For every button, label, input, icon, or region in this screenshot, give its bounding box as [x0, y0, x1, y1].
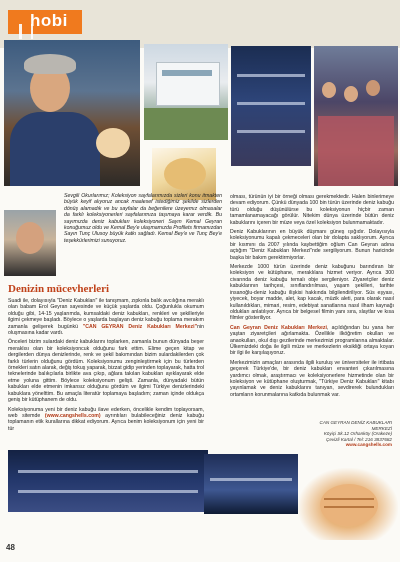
address-line: Köyiçi Sk.12 Orhanköy (Orakeze)	[323, 431, 392, 437]
center-name: "CAN GEYRAN Deniz Kabukları Merkezi"	[82, 323, 198, 330]
exhibit-cases-photo	[8, 450, 208, 512]
article-heading: Denizin mücevherleri	[8, 283, 110, 295]
section-tab	[8, 10, 82, 34]
page-number: 48	[6, 543, 15, 552]
paragraph-text: Suadi ile, dolayısıyla "Deniz Kabukları" ile tanışmam, zıpkınla balık avcılığına meraklı olan babam Erol Geyran sayesinde ve küçük yaşlarda oldu. Çoğunlukla okumum olduğu gibi, 14-15 yaşlarımda, kumsaldaki deniz kabukları, renkleri ve şekilleriyle ilgimi çekmeye başladı. Böylece o yaşlarda başlayan deniz kabuğu toplama merakım zamanla gelişerek bugünkü	[8, 298, 204, 330]
left-column	[8, 298, 204, 435]
paragraph: Önceleri bizim sulardaki deniz kabuklarını toplarken, zamanla bunun dünyada beşer meraklısı olan bir koleksiyoncuk olduğunu fark ettim. Elime geçen kitap ve dergilerden dünya denizlerinde, renk ve şekil bakımından bizim sulardakilerden çok farklı türlerin olduğunu gördüm. Koleksiyonumu zenginleştirmek için bu türlerden örnekleri satın alarak, değiş tokuş yaparak, bizzat gidip yerinden toplayarak, hatta trol teknelerinde balıkçılarla birlikte ava çıkıp, ağlara takılan kabukları ayıklayarak elde etme yoluna gittim. Böylece koleksiyonum gelişti. Zamanla, dünyadaki bütün kabukları elde etmenin imkansız olduğunu gördüm ve ilgimi Türkiye denizlerindeki kabuklara yönelttim. Bu amaçla literatür toplamaya başladım; zaman içinde oldukça geniş bir kütüphanem de oldu.	[8, 339, 204, 404]
paragraph-text: Koleksiyonuma yeni bir deniz kabuğu ilave ederken, öncelikle kendim toplayorsam, web sitemde	[8, 406, 204, 419]
paragraph	[8, 407, 204, 433]
paragraph-text: ayrıntıları bulabileceğiniz deniz kabuğu toplamanın etik kurallarına dikkat ediyorum. Ayrıca benim koleksiyonum için yeni bir tür	[8, 412, 204, 432]
section-label: hobi	[30, 11, 68, 30]
large-seashell-photo	[298, 468, 398, 540]
museum-display-photo	[231, 46, 311, 166]
intro-paragraph	[64, 193, 222, 247]
website-link[interactable]: (www.cangshells.com)	[44, 412, 101, 419]
paragraph-text: nin oluşmasına kadar vardı.	[8, 323, 204, 337]
address-line: Çevizli Kartal / Tel: 216 3837682	[326, 436, 392, 442]
paragraph	[8, 298, 204, 336]
paragraph-text: , açıldığından bu yana her yaştan ziyaretçileri ağırlamakta. Özellikle ilköğretim okulları ve anaokulları, okul dışı gezilerinde merkezimizi programlarına almaktalar. Ülkemizdeki doğa ile ilgili müze ve merkezlerin eksikliği ortaya koyan bir ilgi ile karşılaşıyoruz.	[230, 324, 394, 357]
collector-portrait-photo	[4, 40, 140, 186]
paragraph	[230, 325, 394, 357]
building-exterior-photo	[144, 44, 228, 140]
center-name: Can Geyran Deniz Kabukları Merkezi	[230, 324, 327, 331]
paragraph: Merkezimizin amaçları arasında ilgili kuruluş ve üniversiteler ile irtibata geçerek Türkiye'de, bir deniz kabukları envanteri çıkarılmasına yardımcı olmak, araştırmacı ve koleksiyonerlere hizmetinde olan bir koleksiyon ve kütüphane oluşturmak, "Türkiye Deniz Kabukları" kitabı yayınlamak ve deniz kabuklarını tanıyan, sevdirerek bulundukları ortamların korunmalarına katkıda bulunmak var.	[230, 359, 394, 398]
address-line: CAN GEYRAN DENİZ KABUKLARI MERKEZİ	[319, 420, 392, 431]
paragraph: Merkezde 1000 türün üzerinde deniz kabuğunu barındıran bir koleksiyon ve kütüphane, meraklılara hizmet veriyor. Ayrıca 300 civarında deniz kabuğu temalı obje sergileniyor. Ziyaretçiler deniz kabuklarının tarihçesi, sınıflandırılması, yaşam şekilleri, tarihte insanoğlu-deniz kabuğu ilişkisi hakkında bilgilendiriliyor. Süs eşyası, yiyecek, boyar madde, alet, kap kacak, müzik aleti, para olarak nasıl kullanıldıkları, mimari, resim, edebiyat sanatlarına nasıl ilham kaynağı oldukları anlatılıyor. Ayrıca bir belgesel filmin yanı sıra, slaytlar ve kısa filmler gösteriliyor.	[230, 264, 394, 322]
paragraph: olması, türünün iyi bir örneği olması gerekmektedir. Halen binlerimeye devam ediyorum. Çünkü dünyada 100 bin türün üzerinde deniz kabuğu türü olduğu düşünülürse bu koleksiyonun hiçbir zaman tamamlanamayacağı görülür. Nitekim dünya üzerinde bütün deniz kabuklarını içeren bir müze veya özel koleksiyon bulunmamaktadır.	[230, 194, 394, 226]
visitors-photo	[314, 46, 398, 186]
author-photo	[4, 210, 56, 276]
intro-text: Sevgili Okurlarımız; Koleksiyon sayfalarımızda sizleri konu itmakten büyük keyif alıyoruz ancak maalesef istediğimiz şekilde sizlerden dönüş alamadık ve bu sayfalar da beğenilere üzeyemız olmasalar da farklı koleksiyonerleri sayfalarımıza taşımaya karar verdik. Bu sayımızda deniz kabukları koleksiyoneri Sayın Kemal Geyran konuğumuz oldu ve Kemal Bey'e ulaşmamızda Profilets firmamızdan Sayın Tunç Ulusoy büyük katkı sağladı. Kemal Bey'e ve Tunç Bey'e teşekkürlerimizi sunuyoruz.	[64, 193, 222, 244]
exhibit-hall-photo	[204, 454, 298, 514]
paragraph: Deniz Kabuklarının en büyük düşmanı güneş ışığıdır. Dolayısıyla koleksiyonumu kapalı çekmeceleri olan bir dolapta saklıyorum. Ayrıca bir kısmını da 2007 yılında kaybettiğim oğlum Can Geyran adına açtığım "Deniz Kabukları Merkezi"nde sergiliyorum. Bunun haricinde başka bir bakım gerektirmiyorlar.	[230, 229, 394, 261]
address-block	[300, 420, 392, 448]
address-website[interactable]: www.cangshells.com	[345, 442, 392, 448]
right-column	[230, 194, 394, 401]
